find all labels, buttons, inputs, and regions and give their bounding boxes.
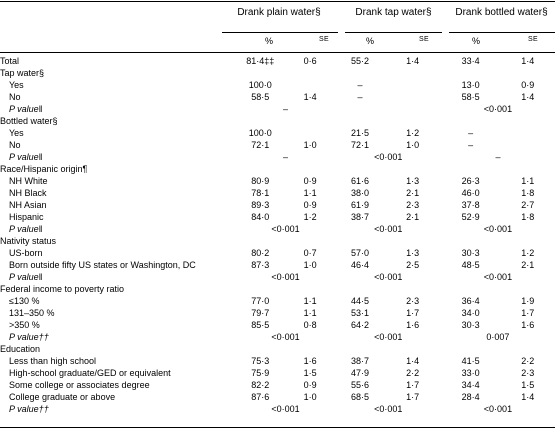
se-cell (384, 283, 440, 295)
pct-cell: 37·8 (461, 200, 480, 210)
se-cell (500, 139, 555, 151)
pct-cell (336, 115, 385, 127)
pct-cell: 13·0 (461, 80, 480, 90)
se-cell: 2·1 (521, 260, 535, 270)
data-table (0, 55, 555, 415)
plain-se-header: SE (319, 36, 329, 43)
p-value-label: P value†† (9, 332, 49, 342)
table-row (0, 391, 555, 403)
table-row (0, 379, 555, 391)
pct-cell (441, 115, 501, 127)
pct-cell: 26·3 (461, 176, 480, 186)
se-cell (285, 115, 336, 127)
se-cell: 2·2 (406, 368, 420, 378)
se-cell: 1·0 (303, 392, 317, 402)
row-label: Born outside fifty US states or Washington, DC (9, 260, 196, 270)
se-cell (384, 163, 440, 175)
p-value-cell: – (495, 152, 501, 162)
row-label: NH Asian (9, 200, 47, 210)
row-label: >350 % (9, 320, 40, 330)
pct-cell (236, 115, 285, 127)
se-cell: 1·6 (521, 320, 535, 330)
se-cell: 1·7 (406, 380, 420, 390)
p-value-cell (336, 103, 441, 115)
p-value-cell: <0·001 (374, 272, 403, 282)
table-row (0, 283, 555, 295)
se-cell: 0·6 (303, 56, 317, 66)
pct-cell: 58·5 (461, 92, 480, 102)
section-label: Bottled water§ (0, 116, 58, 126)
se-cell: 1·1 (303, 296, 317, 306)
se-cell: 1·8 (521, 188, 535, 198)
row-label: Yes (9, 128, 24, 138)
p-value-label: P value‖ (9, 104, 43, 114)
pct-cell: 58·5 (251, 92, 270, 102)
se-cell (500, 127, 555, 139)
p-value-label: P value‖ (9, 272, 43, 282)
se-cell: 0·9 (521, 80, 535, 90)
pct-cell (441, 283, 501, 295)
se-cell: 2·3 (406, 200, 420, 210)
se-cell: 1·0 (303, 260, 317, 270)
pct-cell: 100·0 (248, 80, 272, 90)
table-row (0, 307, 555, 319)
se-cell: 2·1 (406, 212, 420, 222)
tap-pct-header: % (365, 36, 374, 46)
table-row (0, 271, 555, 283)
pct-cell: 36·4 (461, 296, 480, 306)
se-cell (285, 235, 336, 247)
se-cell: 0·9 (303, 176, 317, 186)
p-value-cell: – (283, 152, 289, 162)
pct-cell: 38·7 (350, 212, 369, 222)
pct-cell: 38·7 (350, 356, 369, 366)
pct-cell: 77·0 (251, 296, 270, 306)
p-value-cell: <0·001 (483, 104, 513, 114)
se-cell (285, 343, 336, 355)
se-cell: 1·4 (303, 92, 317, 102)
table-row (0, 259, 555, 271)
se-cell (500, 67, 555, 79)
table-row (0, 67, 555, 79)
p-value-cell: <0·001 (271, 404, 300, 414)
pct-cell (441, 163, 501, 175)
pct-cell: 80·9 (251, 176, 270, 186)
pct-cell: 21·5 (350, 128, 369, 138)
se-cell: 1·0 (303, 140, 317, 150)
se-cell: 2·7 (521, 200, 535, 210)
pct-cell (236, 67, 285, 79)
group-rule-tap (345, 32, 442, 33)
se-cell: 0·7 (303, 248, 317, 258)
pct-cell (336, 283, 385, 295)
se-cell: 1·6 (406, 320, 420, 330)
pct-cell: 53·1 (350, 308, 369, 318)
pct-cell (236, 235, 285, 247)
row-label: Some college or associates degree (9, 380, 150, 390)
p-value-label: P value†† (9, 404, 49, 414)
top-rule (0, 1, 555, 2)
se-cell (384, 343, 440, 355)
p-value-cell: <0·001 (483, 224, 513, 234)
pct-cell: 80·2 (251, 248, 270, 258)
pct-cell: – (468, 140, 474, 150)
row-label: Yes (9, 80, 24, 90)
pct-cell: 78·1 (251, 188, 270, 198)
se-cell: 1·3 (406, 176, 420, 186)
p-value-cell: – (283, 104, 289, 114)
header-bottled-water: Drank bottled water§ (455, 7, 548, 18)
pct-cell: 87·6 (251, 392, 270, 402)
group-rule-bottled (449, 32, 555, 33)
se-cell: 1·7 (406, 308, 420, 318)
p-value-cell: <0·001 (271, 272, 300, 282)
p-value-cell: <0·001 (374, 224, 403, 234)
row-label: Less than high school (9, 356, 97, 366)
section-label: Education (0, 344, 41, 354)
table-row (0, 163, 555, 175)
pct-cell: 48·5 (461, 260, 480, 270)
header-plain-water: Drank plain water§ (237, 7, 321, 18)
row-label: Hispanic (9, 212, 44, 222)
header-rule (0, 52, 555, 53)
pct-cell: 79·7 (251, 308, 270, 318)
se-cell: 1·2 (521, 248, 535, 258)
table-row (0, 91, 555, 103)
se-cell: 2·3 (406, 296, 420, 306)
pct-cell (336, 163, 385, 175)
table-row (0, 175, 555, 187)
se-cell (500, 115, 555, 127)
pct-cell (441, 67, 501, 79)
bottom-rule (0, 427, 555, 428)
pct-cell (441, 235, 501, 247)
p-value-cell: <0·001 (271, 224, 300, 234)
table-row (0, 79, 555, 91)
row-label: ≤130 % (9, 296, 40, 306)
pct-cell: 61·6 (350, 176, 369, 186)
plain-pct-header: % (264, 36, 273, 46)
row-label: No (9, 140, 21, 150)
se-cell (384, 79, 440, 91)
se-cell: 1·0 (406, 140, 420, 150)
pct-cell: 81·4‡‡ (246, 56, 275, 66)
se-cell (285, 163, 336, 175)
pct-cell: 30·3 (461, 248, 480, 258)
pct-cell: 84·0 (251, 212, 270, 222)
se-cell: 1·2 (303, 212, 317, 222)
pct-cell (236, 343, 285, 355)
pct-cell: 46·4 (350, 260, 369, 270)
table-row (0, 187, 555, 199)
table-row (0, 55, 555, 67)
table-row (0, 103, 555, 115)
p-value-cell: <0·001 (483, 404, 513, 414)
pct-cell: 30·3 (461, 320, 480, 330)
header-tap-water: Drank tap water§ (355, 7, 432, 18)
table-row (0, 367, 555, 379)
pct-cell: 72·1 (350, 140, 369, 150)
se-cell (384, 115, 440, 127)
table-row (0, 247, 555, 259)
se-cell: 0·8 (303, 320, 317, 330)
bottled-pct-header: % (471, 36, 480, 46)
se-cell (285, 283, 336, 295)
pct-cell: 68·5 (350, 392, 369, 402)
table-row (0, 223, 555, 235)
pct-cell: 38·0 (350, 188, 369, 198)
se-cell: 1·1 (303, 188, 317, 198)
p-value-cell: <0·001 (374, 332, 403, 342)
pct-cell: 28·4 (461, 392, 480, 402)
pct-cell: 82·2 (251, 380, 270, 390)
se-cell: 1·6 (303, 356, 317, 366)
table-row (0, 115, 555, 127)
row-label: No (9, 92, 21, 102)
pct-cell: 33·0 (461, 368, 480, 378)
pct-cell: – (468, 128, 474, 138)
p-value-cell: 0·007 (486, 332, 510, 342)
p-value-label: P value‖ (9, 152, 43, 162)
se-cell: 1·3 (406, 248, 420, 258)
se-cell: 2·2 (521, 356, 535, 366)
row-label: Total (0, 56, 20, 66)
se-cell: 1·4 (521, 392, 535, 402)
section-label: Race/Hispanic origin¶ (0, 164, 88, 174)
se-cell (285, 79, 336, 91)
se-cell: 1·7 (521, 308, 535, 318)
p-value-cell: <0·001 (374, 152, 403, 162)
se-cell (384, 91, 440, 103)
p-value-label: P value‖ (9, 224, 43, 234)
row-label: 131–350 % (9, 308, 55, 318)
pct-cell (336, 235, 385, 247)
se-cell: 1·4 (406, 356, 420, 366)
se-cell: 1·5 (303, 368, 317, 378)
pct-cell: 87·3 (251, 260, 270, 270)
section-label: Tap water§ (0, 68, 45, 78)
table-row (0, 151, 555, 163)
se-cell: 1·7 (406, 392, 420, 402)
pct-cell: 100·0 (248, 128, 272, 138)
se-cell: 2·3 (521, 368, 535, 378)
pct-cell (336, 343, 385, 355)
pct-cell: 46·0 (461, 188, 480, 198)
se-cell (500, 283, 555, 295)
pct-cell: 44·5 (350, 296, 369, 306)
pct-cell: 61·9 (350, 200, 369, 210)
se-cell: 1·4 (521, 56, 535, 66)
se-cell: 1·4 (521, 92, 535, 102)
section-label: Federal income to poverty ratio (0, 284, 125, 294)
pct-cell: 52·9 (461, 212, 480, 222)
table-row (0, 319, 555, 331)
pct-cell (236, 283, 285, 295)
pct-cell: 64·2 (350, 320, 369, 330)
pct-cell: 89·3 (251, 200, 270, 210)
pct-cell: 34·0 (461, 308, 480, 318)
pct-cell: 85·5 (251, 320, 270, 330)
se-cell: 1·1 (303, 308, 317, 318)
pct-cell: 75·9 (251, 368, 270, 378)
pct-cell (441, 343, 501, 355)
se-cell (500, 163, 555, 175)
table-row (0, 403, 555, 415)
table-row (0, 331, 555, 343)
row-label: NH White (9, 176, 48, 186)
pct-cell: 34·4 (461, 380, 480, 390)
se-cell: 0·9 (303, 200, 317, 210)
row-label: NH Black (9, 188, 47, 198)
p-value-cell: <0·001 (483, 272, 513, 282)
p-value-cell: <0·001 (374, 404, 403, 414)
pct-cell: 47·9 (350, 368, 369, 378)
se-cell: 1·8 (521, 212, 535, 222)
se-cell: 1·9 (521, 296, 535, 306)
p-value-cell: <0·001 (271, 332, 300, 342)
table-row (0, 199, 555, 211)
pct-cell: 55·2 (350, 56, 369, 66)
row-label: College graduate or above (9, 392, 116, 402)
pct-cell: 55·6 (350, 380, 369, 390)
se-cell (384, 67, 440, 79)
se-cell: 2·5 (406, 260, 420, 270)
pct-cell (236, 163, 285, 175)
pct-cell: 33·4 (461, 56, 480, 66)
se-cell (285, 127, 336, 139)
group-rule-plain (222, 32, 338, 33)
se-cell: 1·1 (521, 176, 535, 186)
bottled-se-header: SE (528, 36, 538, 43)
tap-se-header: SE (419, 36, 429, 43)
se-cell (500, 235, 555, 247)
table-row (0, 343, 555, 355)
table-row (0, 211, 555, 223)
se-cell: 0·9 (303, 380, 317, 390)
pct-cell: 72·1 (251, 140, 270, 150)
pct-cell: – (357, 92, 363, 102)
se-cell: 2·1 (406, 188, 420, 198)
table-row (0, 355, 555, 367)
table-row (0, 127, 555, 139)
se-cell: 1·4 (406, 56, 420, 66)
section-label: Nativity status (0, 236, 57, 246)
row-label: High-school graduate/GED or equivalent (9, 368, 171, 378)
table-row (0, 295, 555, 307)
se-cell: 1·2 (406, 128, 420, 138)
pct-cell: 41·5 (461, 356, 480, 366)
pct-cell (336, 67, 385, 79)
pct-cell: – (357, 80, 363, 90)
se-cell: 1·5 (521, 380, 535, 390)
se-cell (285, 67, 336, 79)
pct-cell: 57·0 (350, 248, 369, 258)
se-cell (500, 343, 555, 355)
table-row (0, 139, 555, 151)
pct-cell: 75·3 (251, 356, 270, 366)
se-cell (384, 235, 440, 247)
row-label: US-born (9, 248, 43, 258)
table-row (0, 235, 555, 247)
